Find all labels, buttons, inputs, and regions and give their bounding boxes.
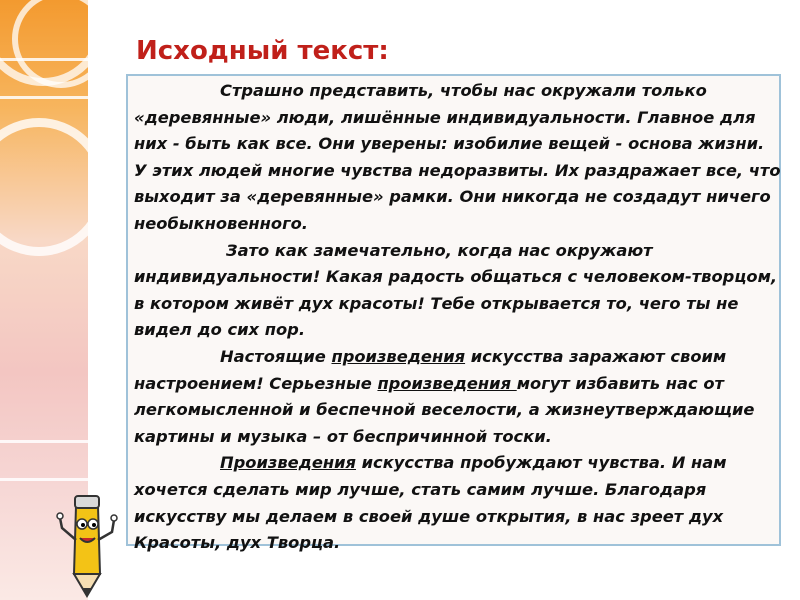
paragraph-text: Страшно представить, чтобы нас окружали только «деревянные» люди, лишённые индивидуальности. Главное для них - быть как все. Они уверены: изобилие вещей - основа жизни. У этих людей многие чувства недоразвиты. Их раздражает все, что выходит за «деревянные» рамки. Они никогда не создадут ничего необыкновенного. bbox=[134, 81, 781, 233]
underlined-word: произведения bbox=[377, 373, 517, 393]
source-text bbox=[134, 78, 782, 557]
paragraph-text: Настоящие bbox=[220, 346, 332, 366]
paragraph-text: искусства заражают своим настроением! Серьезные bbox=[134, 346, 727, 393]
paragraph-text: искусства пробуждают чувства. И нам хочется сделать мир лучше, стать самим лучше. Благодаря искусству мы делаем в своей душе открытия, в нас зреет дух Красоты, дух Творца. bbox=[134, 453, 727, 553]
decorative-ring bbox=[12, 0, 110, 88]
strip-stripe bbox=[0, 478, 88, 481]
decorative-ring bbox=[0, 118, 108, 256]
slide-title: Исходный текст: bbox=[136, 36, 389, 66]
underlined-word: произведения bbox=[331, 346, 466, 366]
paragraph-3 bbox=[134, 344, 782, 450]
strip-stripe bbox=[0, 440, 88, 443]
paragraph-text: могут избавить нас от легкомысленной и беспечной веселости, а жизнеутверждающие картины и музыка – от беспричинной тоски. bbox=[134, 373, 755, 446]
paragraph-4 bbox=[134, 450, 782, 556]
strip-stripe bbox=[0, 96, 88, 99]
paragraph-2 bbox=[134, 238, 782, 344]
pencil-character-icon bbox=[56, 488, 118, 600]
paragraph-1 bbox=[134, 78, 782, 238]
underlined-word: Произведения bbox=[220, 453, 356, 473]
paragraph-text: Зато как замечательно, когда нас окружают индивидуальности! Какая радость общаться с человеком-творцом, в котором живёт дух красоты! Тебе открывается то, чего ты не видел до сих пор. bbox=[134, 240, 778, 340]
